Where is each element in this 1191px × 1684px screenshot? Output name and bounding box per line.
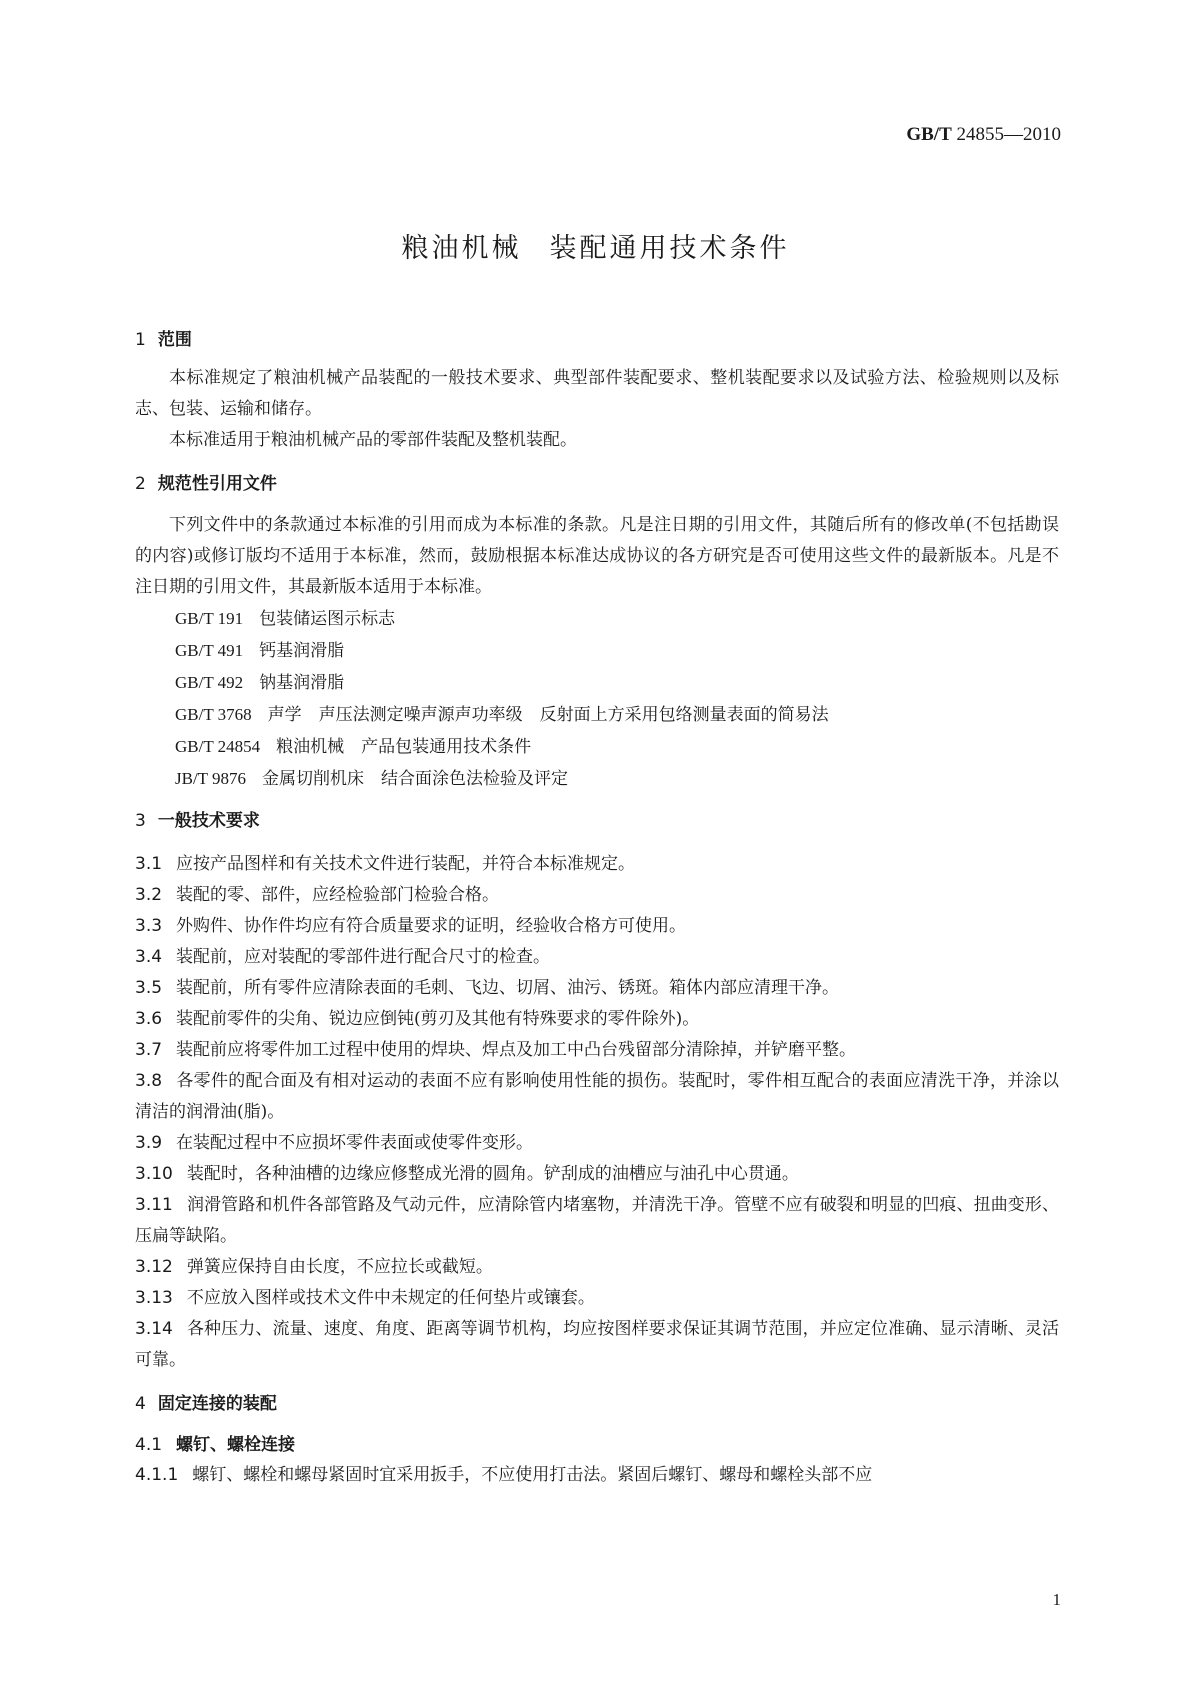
reference-item: GB/T 491 钙基润滑脂 xyxy=(175,641,345,661)
clause: 3.2 装配的零、部件，应经检验部门检验合格。 xyxy=(135,885,500,905)
title-part-2: 装配通用技术条件 xyxy=(549,233,790,264)
document-title xyxy=(0,226,1191,265)
title-part-1: 粮油机械 xyxy=(401,233,522,264)
document-body xyxy=(135,328,1059,1491)
clause: 3.14 各种压力、流量、速度、角度、距离等调节机构，均应按图样要求保证其调节范围，并应定位准确、显示清晰、灵活可靠。 xyxy=(135,1319,1059,1370)
clause: 3.5 装配前，所有零件应清除表面的毛刺、飞边、切屑、油污、锈斑。箱体内部应清理干净。 xyxy=(135,978,840,998)
clause: 3.13 不应放入图样或技术文件中未规定的任何垫片或镶套。 xyxy=(135,1288,595,1308)
section-4-heading: 4 固定连接的装配 xyxy=(135,1394,277,1414)
clause: 3.9 在装配过程中不应损坏零件表面或使零件变形。 xyxy=(135,1133,534,1153)
standard-code: GB/T 24855—2010 xyxy=(906,124,1061,145)
clause: 3.6 装配前零件的尖角、锐边应倒钝(剪刃及其他有特殊要求的零件除外)。 xyxy=(135,1009,700,1029)
reference-item: GB/T 191 包装储运图示标志 xyxy=(175,609,396,629)
clause: 4.1.1 螺钉、螺栓和螺母紧固时宜采用扳手，不应使用打击法。紧固后螺钉、螺母和螺栓头部不应 xyxy=(135,1465,873,1485)
clause: 3.3 外购件、协作件均应有符合质量要求的证明，经验收合格方可使用。 xyxy=(135,916,687,936)
reference-item: GB/T 492 钠基润滑脂 xyxy=(175,673,345,693)
section-3-heading: 3 一般技术要求 xyxy=(135,811,260,831)
section-2-heading: 2 规范性引用文件 xyxy=(135,474,277,494)
page-number: 1 xyxy=(1052,1590,1061,1609)
clause: 3.7 装配前应将零件加工过程中使用的焊块、焊点及加工中凸台残留部分清除掉，并铲磨平整。 xyxy=(135,1040,857,1060)
subsection-4-1-heading: 4.1 螺钉、螺栓连接 xyxy=(135,1435,296,1455)
clause: 3.11 润滑管路和机件各部管路及气动元件，应清除管内堵塞物，并清洗干净。管壁不应有破裂和明显的凹痕、扭曲变形、压扁等缺陷。 xyxy=(135,1195,1059,1246)
paragraph: 下列文件中的条款通过本标准的引用而成为本标准的条款。凡是注日期的引用文件，其随后所有的修改单(不包括勘误的内容)或修订版均不适用于本标准，然而，鼓励根据本标准达成协议的各方研究是否可使用这些文件的最新版本。凡是不注日期的引用文件，其最新版本适用于本标准。 xyxy=(135,515,1059,597)
section-1-heading: 1 范围 xyxy=(135,330,192,350)
paragraph: 本标准适用于粮油机械产品的零部件装配及整机装配。 xyxy=(169,430,577,450)
reference-item: JB/T 9876 金属切削机床 结合面涂色法检验及评定 xyxy=(175,769,569,789)
reference-item: GB/T 3768 声学 声压法测定噪声源声功率级 反射面上方采用包络测量表面的简易法 xyxy=(175,705,829,725)
clause: 3.8 各零件的配合面及有相对运动的表面不应有影响使用性能的损伤。装配时，零件相互配合的表面应清洗干净，并涂以清洁的润滑油(脂)。 xyxy=(135,1071,1059,1122)
clause: 3.12 弹簧应保持自由长度，不应拉长或截短。 xyxy=(135,1257,493,1277)
clause: 3.4 装配前，应对装配的零部件进行配合尺寸的检查。 xyxy=(135,947,551,967)
reference-list xyxy=(135,603,1059,795)
reference-item: GB/T 24854 粮油机械 产品包装通用技术条件 xyxy=(175,737,532,757)
clause: 3.10 装配时，各种油槽的边缘应修整成光滑的圆角。铲刮成的油槽应与油孔中心贯通。 xyxy=(135,1164,799,1184)
paragraph: 本标准规定了粮油机械产品装配的一般技术要求、典型部件装配要求、整机装配要求以及试验方法、检验规则以及标志、包装、运输和储存。 xyxy=(135,368,1059,419)
clause: 3.1 应按产品图样和有关技术文件进行装配，并符合本标准规定。 xyxy=(135,854,636,874)
